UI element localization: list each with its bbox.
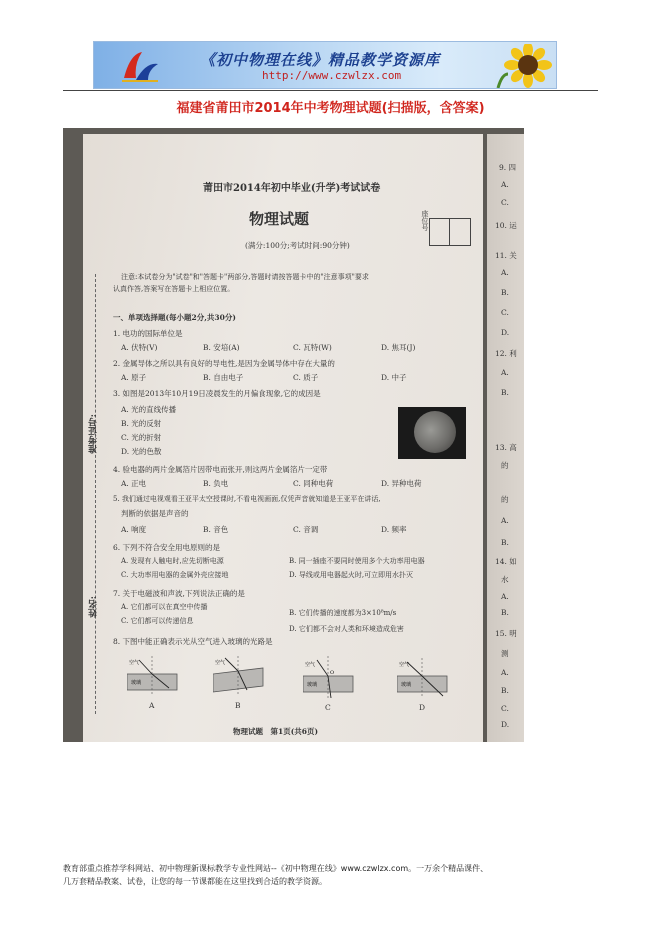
option: B. 同一插座不要同时使用多个大功率用电器	[289, 557, 425, 565]
right-column-text: B.	[501, 686, 509, 695]
sunflower-icon	[494, 44, 552, 88]
option: A. 响度	[121, 525, 147, 534]
lunar-eclipse-photo	[398, 407, 466, 459]
seat-box	[429, 218, 471, 246]
right-column-text: D.	[501, 720, 510, 729]
right-column-text: A.	[501, 268, 509, 277]
notice-line-2: 认真作答,答案写在答题卡上相应位置。	[113, 285, 235, 293]
exam-subject: 物理试题	[249, 210, 310, 228]
notice-line-1: 注意:本试卷分为"试卷"和"答题卡"两部分,答题时请按答题卡中的"注意事项"要求	[121, 273, 369, 281]
option: C. 质子	[293, 373, 319, 382]
footer-line-2: 几万套精品教案、试卷，让您的每一节课都能在这里找到合适的教学资源。	[63, 877, 327, 886]
right-column-text: B.	[501, 538, 509, 547]
binding-line	[95, 274, 96, 714]
option: A. 正电	[121, 479, 147, 488]
diagram-label-c: C	[325, 703, 331, 712]
option: D. 中子	[381, 373, 407, 382]
score-time: (满分:100分;考试时间:90分钟)	[245, 241, 350, 250]
option: D. 焦耳(J)	[381, 343, 416, 352]
option: B. 它们传播的速度都为3×10⁸m/s	[289, 609, 397, 617]
option: A. 原子	[121, 373, 147, 382]
question-stem: 4. 验电器的两片金属箔片因带电而张开,则这两片金属箔片一定带	[113, 465, 328, 474]
option: B. 自由电子	[203, 373, 244, 382]
air-label: 空气	[215, 660, 226, 666]
air-label: 空气	[129, 660, 140, 666]
refraction-diagram-d	[397, 654, 457, 702]
question-stem: 7. 关于电磁波和声波,下列说法正确的是	[113, 589, 245, 598]
right-column-text: C.	[501, 308, 509, 317]
question-stem: 6. 下列不符合安全用电原则的是	[113, 543, 221, 552]
option: A. 它们都可以在真空中传播	[121, 603, 208, 611]
right-column-text: 15. 明	[495, 629, 517, 638]
option: B. 安培(A)	[203, 343, 240, 352]
right-column-text: C.	[501, 704, 509, 713]
refraction-diagram-b	[213, 652, 273, 700]
air-label: 空气	[305, 662, 316, 668]
banner-url[interactable]: http://www.czwlzx.com	[262, 69, 402, 82]
name-label: 姓名:	[89, 596, 99, 618]
option: D. 光的色散	[121, 447, 162, 456]
option: A. 发现有人触电时,应先切断电源	[121, 557, 224, 565]
right-column-text: 14. 如	[495, 557, 517, 566]
right-column-text: D.	[501, 328, 510, 337]
right-column-text: 水	[501, 575, 509, 584]
option: C. 同种电荷	[293, 479, 334, 488]
option: A. 光的直线传播	[121, 405, 177, 414]
question-stem-continued: 判断的依据是声音的	[121, 509, 189, 518]
diagram-label-b: B	[235, 701, 241, 710]
option: C. 大功率用电器的金属外壳应接地	[121, 571, 229, 579]
glass-label: 玻璃	[401, 682, 412, 688]
option: D. 它们都不会对人类和环境造成危害	[289, 625, 404, 633]
right-column-text: B.	[501, 388, 509, 397]
right-column-text: 12. 利	[495, 349, 517, 358]
right-column-text: B.	[501, 288, 509, 297]
seat-label: 座位号	[421, 210, 429, 231]
glass-label: 玻璃	[131, 680, 142, 686]
option: A. 伏特(V)	[121, 343, 158, 352]
site-banner	[93, 41, 557, 89]
right-column-text: 11. 关	[495, 251, 517, 260]
question-stem: 5. 我们通过电视观看王亚平太空授课时,不看电视画面,仅凭声音就知道是王亚平在讲话,	[113, 495, 381, 503]
option: C. 音调	[293, 525, 319, 534]
refraction-diagram-a	[127, 652, 187, 700]
right-column-text: A.	[501, 668, 509, 677]
right-column-text: A.	[501, 592, 509, 601]
right-column-text: C.	[501, 198, 509, 207]
question-stem: 8. 下图中能正确表示光从空气进入玻璃的光路是	[113, 637, 273, 646]
banner-title: 《初中物理在线》精品教学资源库	[200, 51, 441, 69]
section-heading: 一、单项选择题(每小题2分,共30分)	[113, 313, 236, 322]
right-column-text: A.	[501, 180, 509, 189]
exam-photo	[63, 128, 524, 742]
option: D. 异种电荷	[381, 479, 422, 488]
option: D. 导线或用电器起火时,可立即用水扑灭	[289, 571, 414, 579]
option: B. 负电	[203, 479, 229, 488]
diagram-label-d: D	[419, 703, 426, 712]
right-column-text: A.	[501, 516, 509, 525]
right-column-text: 10. 运	[495, 221, 517, 230]
right-column-text: 的	[501, 495, 509, 504]
option: B. 光的反射	[121, 419, 162, 428]
question-stem: 2. 金属导体之所以具有良好的导电性,是因为金属导体中存在大量的	[113, 359, 335, 368]
right-column-text: 9. 四	[499, 163, 517, 172]
right-column-text: 的	[501, 461, 509, 470]
next-page-edge	[487, 134, 524, 742]
refraction-diagram-c	[303, 654, 363, 702]
footer-line-1: 教育部重点推荐学科网站、初中物理新课标教学专业性网站--《初中物理在线》www.czwlzx.com。一万余个精品课件、	[63, 864, 489, 873]
option: C. 瓦特(W)	[293, 343, 332, 352]
right-column-text: 测	[501, 649, 509, 658]
option: C. 光的折射	[121, 433, 162, 442]
right-column-text: 13. 高	[495, 443, 517, 452]
option: C. 它们都可以传递信息	[121, 617, 194, 625]
right-column-text: B.	[501, 608, 509, 617]
document-title: 福建省莆田市2014年中考物理试题(扫描版，含答案)	[176, 101, 485, 116]
exam-paper	[83, 134, 483, 742]
question-stem: 3. 如图是2013年10月19日凌晨发生的月偏食现象,它的成因是	[113, 389, 321, 398]
header-rule	[63, 90, 598, 91]
exam-number-label: 准考证号:	[89, 414, 99, 454]
page-footer	[63, 862, 603, 888]
site-logo-icon	[120, 48, 160, 84]
point-label: O	[330, 670, 335, 676]
air-label: 空气	[399, 662, 410, 668]
diagram-label-a: A	[149, 701, 155, 710]
right-column-text: A.	[501, 368, 509, 377]
exam-header: 莆田市2014年初中毕业(升学)考试试卷	[203, 183, 381, 194]
option: B. 音色	[203, 525, 229, 534]
exam-page-footer: 物理试题 第1页(共6页)	[233, 727, 319, 736]
option: D. 频率	[381, 525, 407, 534]
moon-icon	[414, 411, 456, 453]
glass-label: 玻璃	[307, 682, 318, 688]
question-stem: 1. 电功的国际单位是	[113, 329, 183, 338]
